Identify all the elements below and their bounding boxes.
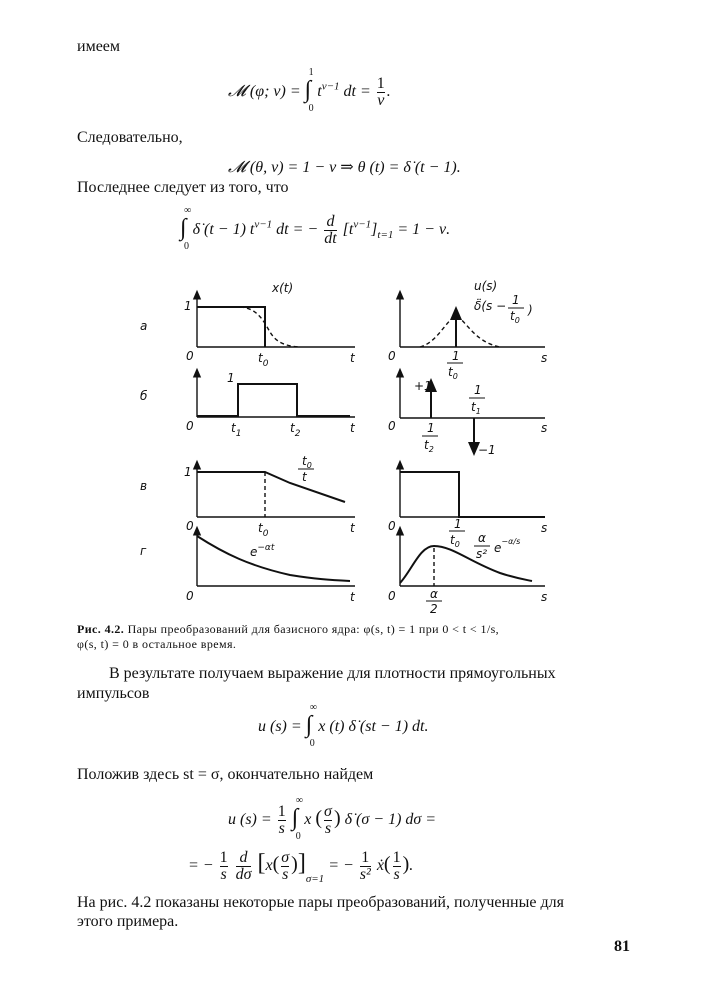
d-left-origin: 0 xyxy=(186,589,194,603)
d-right-pulse-den: s² xyxy=(476,547,488,561)
curve-d-right-pulse xyxy=(400,546,532,583)
a-right-origin: 0 xyxy=(388,349,396,363)
eq6-n3: 1 xyxy=(361,849,370,866)
d-right-frac-den: 2 xyxy=(430,602,438,615)
eq6-frac4 xyxy=(393,850,401,883)
eq1-fraction xyxy=(377,76,385,109)
row-label-d: г xyxy=(140,544,147,558)
eq3-body: δ̇ (t − 1) t xyxy=(192,221,255,239)
a-right-s: s xyxy=(541,351,548,365)
a-left-t0: $t_0$ xyxy=(258,351,269,369)
b-right-frac2-den: $t_2$ xyxy=(424,438,434,454)
caption-label: Рис. 4.2. xyxy=(77,622,125,636)
eq1-upper: 1 xyxy=(308,67,314,78)
eq3-integral: ∫ ∞ 0 xyxy=(180,205,192,252)
curve-a-right-dashed xyxy=(420,316,500,347)
eq1-dt: dt = xyxy=(339,83,371,101)
c-right-frac-den: $t_0$ xyxy=(450,533,460,549)
c-right-s: s xyxy=(541,521,548,535)
d-left-exp: $e^{-\alpha t}$ xyxy=(250,543,275,559)
eq3-rhs: = 1 − ν. xyxy=(393,221,451,239)
eq5-den: s xyxy=(278,820,285,837)
text-poslednee: Последнее следует из того, что xyxy=(77,179,289,196)
curve-c-right xyxy=(400,472,545,517)
eq6-n2: d xyxy=(236,850,252,867)
eq5-lower: 0 xyxy=(295,831,301,842)
page-number: 81 xyxy=(614,938,630,955)
b-right-frac1-num: 1 xyxy=(474,383,482,397)
eq5-inum: σ xyxy=(324,803,332,820)
equation-2: 𝓜 (θ, ν) = 1 − ν ⇒ θ (t) = δ̇ (t − 1). xyxy=(228,159,461,176)
row-label-c: в xyxy=(140,479,148,493)
figure-caption-line-1 xyxy=(77,622,499,637)
a-left-one: 1 xyxy=(184,299,192,313)
eq6-d3: s² xyxy=(359,866,371,883)
text-v-rezultate-2: импульсов xyxy=(77,685,150,702)
a-right-frac-num: 1 xyxy=(452,349,460,363)
figure-4-2 xyxy=(0,270,726,615)
eq3-close: ] xyxy=(371,221,378,239)
b-right-s: s xyxy=(541,421,548,435)
text-v-rezultate-1: В результате получаем выражение для плотности прямоугольных xyxy=(109,665,556,682)
equation-1: 𝓜 (φ; ν) = ∫ 1 0 $t^{\nu-1}$ dt = $\frac{1}{\nu}$ . xyxy=(228,67,391,114)
equation-6: = − $\frac{1}{s}$ $\frac{d}{d\sigma}$ [x( $\frac{\sigma}{s}$ )]$_{\sigma=1}$ = − $\frac{1}{\text{s²}}$ ẋ( $\frac{1}{s}$ ). xyxy=(188,849,414,886)
equation-3 xyxy=(180,200,450,256)
eq3-lower: 0 xyxy=(184,241,189,252)
eq5-integral: ∫ ∞ 0 xyxy=(291,795,303,842)
figure-caption-line-2: φ(s, t) = 0 в остальное время. xyxy=(77,637,237,651)
equation-5: u (s) = $\frac{1}{s}$ ∫ ∞ 0 x ( $\frac{\sigma}{s}$ ) δ̇ (σ − 1) dσ = xyxy=(228,795,437,842)
eq1-lower: 0 xyxy=(308,103,314,114)
curve-a-left-smooth xyxy=(240,307,300,347)
eq5-num: 1 xyxy=(277,803,286,820)
eq1-exp: ν−1 xyxy=(321,80,340,93)
curve-b-left-pulse xyxy=(197,384,350,416)
eq3-sub: t=1 xyxy=(377,229,394,242)
b-right-origin: 0 xyxy=(388,419,396,433)
b-left-t2: $t_2$ xyxy=(290,421,301,439)
eq4-upper: ∞ xyxy=(309,702,317,713)
eq3-mid: dt = − xyxy=(272,221,319,239)
b-left-t1: $t_1$ xyxy=(231,421,242,439)
eq6-d2: dσ xyxy=(235,866,252,883)
a-left-origin: 0 xyxy=(186,349,194,363)
eq5-upper: ∞ xyxy=(295,795,303,806)
eq6-id: s xyxy=(282,866,289,883)
c-left-frac-den: t xyxy=(302,470,307,484)
d-right-origin: 0 xyxy=(388,589,396,603)
c-left-frac-num: $t_0$ xyxy=(302,454,312,470)
eq5-iden: s xyxy=(324,820,332,837)
eq4-body: x (t) δ̇ (st − 1) dt. xyxy=(318,718,429,736)
eq4-lower: 0 xyxy=(309,738,315,749)
c-left-t: t xyxy=(350,521,355,535)
row-label-b: б xyxy=(140,389,148,403)
c-left-one: 1 xyxy=(184,465,192,479)
eq5-x: x xyxy=(304,811,312,829)
eq4-integral: ∫ ∞ 0 xyxy=(305,702,317,749)
title-right: u(s) xyxy=(474,279,498,293)
eq6-frac2 xyxy=(236,850,252,883)
eq6-x: x xyxy=(265,857,273,875)
c-left-origin: 0 xyxy=(186,519,194,533)
eq5-inner-frac xyxy=(324,804,332,837)
eq6-in: σ xyxy=(281,849,290,866)
eq5-lhs: u (s) = xyxy=(228,811,272,829)
a-right-delta-close: ) xyxy=(528,303,533,317)
b-left-one: 1 xyxy=(227,371,235,385)
b-right-frac1-den: $t_1$ xyxy=(471,400,481,416)
eq6-d4: s xyxy=(393,866,400,883)
curve-a-left-rect xyxy=(197,307,265,347)
b-left-origin: 0 xyxy=(186,419,194,433)
eq6-frac1 xyxy=(220,850,228,883)
eq3-den: dt xyxy=(324,230,337,247)
a-right-delta-num: 1 xyxy=(512,293,520,307)
b-right-minus1: −1 xyxy=(478,443,496,457)
b-left-t: t xyxy=(350,421,355,435)
eq3-bexp: ν−1 xyxy=(353,218,372,231)
eq6-xd: ẋ xyxy=(376,857,384,875)
eq1-num: 1 xyxy=(376,75,385,92)
eq6-eq: = − xyxy=(328,857,354,875)
eq6-d1: s xyxy=(220,866,227,883)
eq6-sub: σ=1 xyxy=(305,873,325,886)
d-right-s: s xyxy=(541,590,548,604)
eq6-frac3 xyxy=(360,850,371,883)
caption-text-1: Пары преобразований для базисного ядра: φ(s, t) = 1 при 0 < t < 1/s, xyxy=(124,622,500,636)
a-left-t: t xyxy=(350,351,355,365)
eq4-lhs: u (s) = xyxy=(258,718,302,736)
eq3-num: d xyxy=(324,214,336,231)
equation-4 xyxy=(258,702,428,754)
eq1-lhs: 𝓜 (φ; ν) = xyxy=(228,83,301,101)
eq6-lead: = − xyxy=(188,857,214,875)
d-left-t: t xyxy=(350,590,355,604)
d-right-frac-num: α xyxy=(430,587,438,601)
b-right-plus1: +1 xyxy=(414,379,432,393)
a-right-frac-den: $t_0$ xyxy=(448,365,458,381)
title-left: x(t) xyxy=(272,281,294,295)
d-right-pulse-num: α xyxy=(478,531,486,545)
eq6-n4: 1 xyxy=(392,849,401,866)
d-right-pulse-e: $e^{-\alpha/s}$ xyxy=(494,537,521,555)
row-label-a: а xyxy=(140,319,148,333)
text-na-ris-2: этого примера. xyxy=(77,913,179,930)
eq3-exp: ν−1 xyxy=(254,218,273,231)
text-sledovatelno: Следовательно, xyxy=(77,129,183,146)
eq6-end: . xyxy=(409,857,414,875)
curve-c-left xyxy=(197,472,345,502)
text-polozhiv: Положив здесь st = σ, окончательно найдем xyxy=(77,766,374,783)
b-right-frac2-num: 1 xyxy=(427,421,435,435)
eq3-bracket: [t xyxy=(342,221,354,239)
text-imeem: имеем xyxy=(77,38,121,55)
eq5-frac xyxy=(278,804,286,837)
eq6-n1: 1 xyxy=(219,849,228,866)
eq1-den: ν xyxy=(377,92,385,109)
c-right-origin: 0 xyxy=(388,519,396,533)
a-right-delta-den: $t_0$ xyxy=(510,309,520,325)
eq1-integrand: t xyxy=(317,83,322,101)
text-na-ris-1: На рис. 4.2 показаны некоторые пары преобразований, полученные для xyxy=(77,894,564,911)
eq1-integral: ∫ 1 0 xyxy=(304,67,314,114)
eq6-inner-frac xyxy=(281,850,289,883)
eq5-tail: δ̇ (σ − 1) dσ = xyxy=(344,811,437,829)
a-right-delta-label: δ̈(s − xyxy=(474,299,507,313)
eq3-fraction xyxy=(324,214,336,247)
c-right-frac-num: 1 xyxy=(454,517,462,531)
eq3-upper: ∞ xyxy=(184,205,192,216)
c-left-t0: $t_0$ xyxy=(258,521,269,539)
